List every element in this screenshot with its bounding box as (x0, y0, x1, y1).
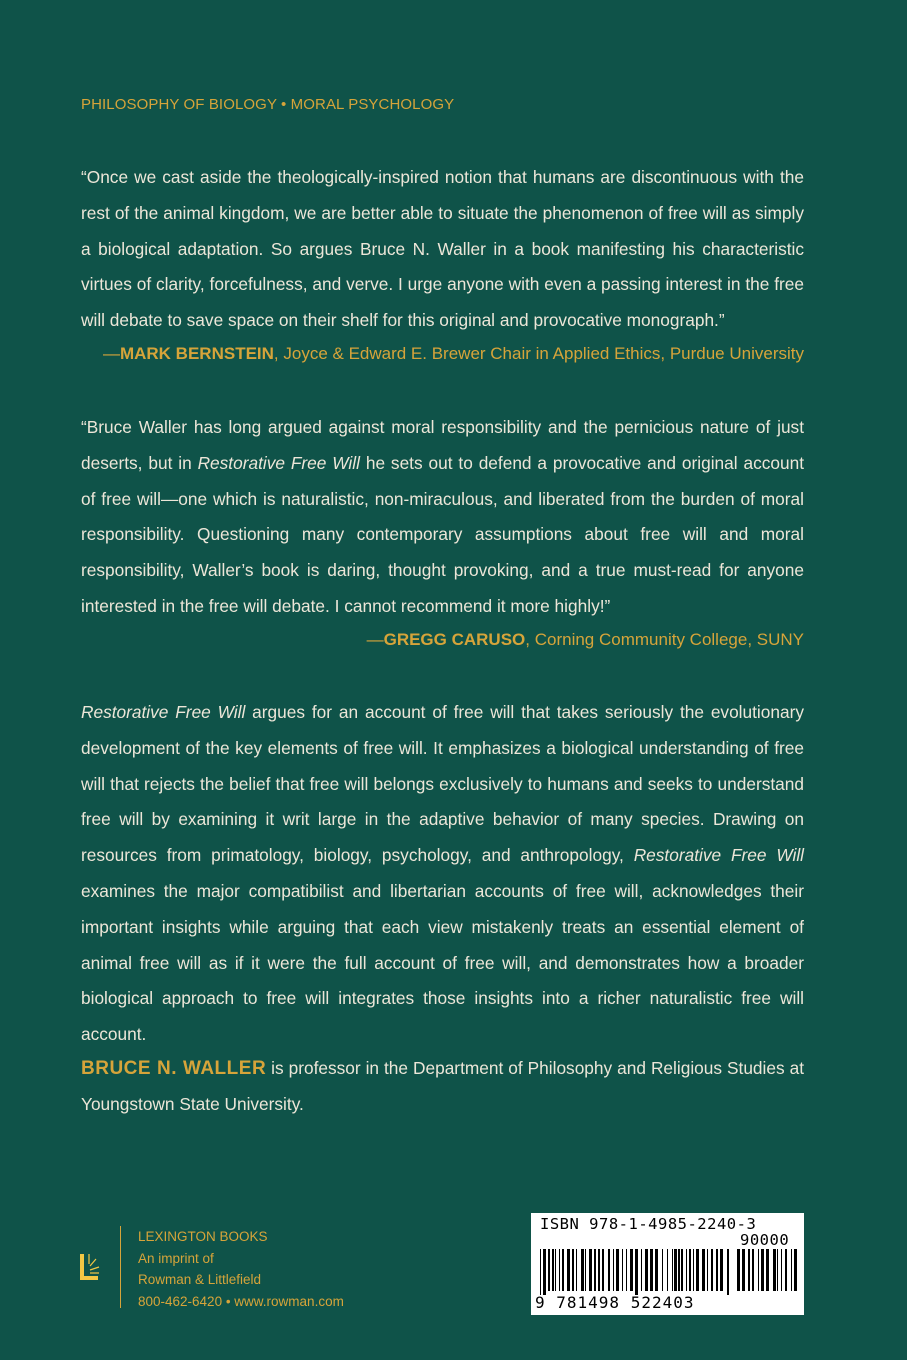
barcode-bar (720, 1249, 723, 1291)
barcode-bar (707, 1249, 708, 1291)
publisher-name: LEXINGTON BOOKS (138, 1229, 268, 1244)
book-title-italic: Restorative Free Will (633, 845, 804, 866)
barcode-bar (548, 1249, 550, 1291)
isbn-text: ISBN 978-1-4985-2240-3 (540, 1215, 757, 1233)
barcode-bar (572, 1249, 574, 1291)
barcode-bar (777, 1249, 778, 1291)
barcode-bar (681, 1249, 683, 1291)
barcode-bar (696, 1249, 699, 1291)
barcode-bar (678, 1249, 680, 1291)
publisher-parent: Rowman & Littlefield (138, 1272, 262, 1287)
barcode-bar (650, 1249, 653, 1291)
reviewer-name: GREGG CARUSO (383, 630, 526, 649)
barcode-bar (594, 1249, 596, 1291)
lexington-logo-icon (80, 1250, 100, 1280)
barcode-bar (540, 1249, 541, 1295)
barcode-bar (543, 1249, 546, 1295)
barcode-bar (766, 1249, 769, 1291)
blurb-caruso-text-rest: he sets out to defend a provocative and original account of free will—one which is naturalistic, non-miraculous, and liberated from the burden of moral responsibility. Questioning many contemporary assumptions about free will and moral responsibility, Waller’s book is daring, thought provoking, and a true must-read for anyone interested in the free will debate. I cannot recommend it more highly!” (81, 452, 804, 616)
barcode-bar (686, 1249, 687, 1291)
barcode-bar (727, 1249, 729, 1295)
barcode-bar (742, 1249, 745, 1291)
attribution-caruso (367, 630, 804, 650)
reviewer-affiliation: , Joyce & Edward E. Brewer Chair in Applied Ethics, Purdue University (273, 344, 804, 363)
barcode-bar (711, 1249, 713, 1291)
publisher-imprint: An imprint of (138, 1250, 214, 1266)
barcode-bar (758, 1249, 759, 1291)
book-title-italic: Restorative Free Will (81, 702, 246, 722)
book-title-italic: Restorative Free Will (197, 452, 360, 473)
barcode-bar (567, 1249, 570, 1291)
barcode-bar (555, 1249, 556, 1291)
barcode-bar (602, 1249, 604, 1291)
blurb-caruso-text: “Bruce Waller has long argued against moral responsibility and the pernicious nature of just deserts, but in (81, 417, 804, 473)
barcode-bar (791, 1249, 792, 1291)
barcode-bar (748, 1249, 750, 1291)
reviewer-name: MARK BERNSTEIN (119, 344, 274, 363)
barcode-bar (622, 1249, 623, 1291)
barcode-bar (641, 1249, 642, 1291)
barcode-bar (613, 1249, 614, 1291)
barcode-bar (616, 1249, 619, 1291)
blurb-caruso (81, 410, 804, 625)
barcode-bars (540, 1249, 730, 1295)
barcode-bar (702, 1249, 705, 1291)
publisher-contact: 800-462-6420 • www.rowman.com (138, 1293, 344, 1309)
attribution-bernstein (103, 344, 804, 364)
barcode-bar (785, 1249, 787, 1291)
author-bio-text: is professor in the Department of Philosophy and Religious Studies at Youngstown State University. (81, 1058, 805, 1114)
book-description (81, 695, 804, 1053)
barcode-bar (635, 1249, 638, 1295)
isbn-barcode (531, 1213, 804, 1315)
barcode-bar (608, 1249, 610, 1291)
barcode-bar (716, 1249, 718, 1291)
barcode-bar (645, 1249, 648, 1291)
barcode-bar (667, 1249, 668, 1291)
barcode-bar (674, 1249, 677, 1291)
attribution-dash: — (102, 344, 120, 363)
attribution-dash: — (366, 630, 384, 649)
description-text: argues for an account of free will that takes seriously the evolutionary development of the key elements of free will. It emphasizes a biological understanding of free will that rejects the belief that free will belongs exclusively to humans and seeks to understand free will by examining it writ large in the adaptive behavior of many species. Drawing on resources from primatology, biology, psychology, and anthropology, (81, 702, 804, 866)
barcode-digits: 9 781498 522403 (535, 1293, 695, 1312)
description-text-rest: examines the major compatibilist and libertarian accounts of free will, acknowledges their important insights while arguing that each view mistakenly treats an essential element of animal free will as if it were the full account of free will, and demonstrates how a broader biological approach to free will integrates those insights into a richer naturalistic free will account. (81, 880, 804, 1045)
barcode-bar (589, 1249, 592, 1291)
blurb-bernstein-text: “Once we cast aside the theologically-inspired notion that humans are discontinuous with the rest of the animal kingdom, we are better able to situate the phenomenon of free will as simply a biological adaptation. So argues Bruce N. Waller in a book manifesting his characteristic virtues of clarity, forcefulness, and verve. I urge anyone with even a passing interest in the free will debate to save space on their shelf for this original and provocative monograph.” (81, 167, 804, 331)
price-code: 90000 (740, 1231, 790, 1249)
barcode-bar (655, 1249, 658, 1291)
category-line: PHILOSOPHY OF BIOLOGY • MORAL PSYCHOLOGY (81, 96, 455, 113)
barcode-bar (630, 1249, 633, 1291)
publisher-info (138, 1226, 344, 1312)
barcode-bar (761, 1249, 764, 1291)
barcode-bar (689, 1249, 691, 1291)
publisher-divider (120, 1226, 121, 1308)
barcode-bar (662, 1249, 663, 1291)
barcode-bar (626, 1249, 627, 1291)
barcode-bar (693, 1249, 694, 1291)
barcode-bar (576, 1249, 577, 1291)
barcode-bar (581, 1249, 584, 1291)
author-bio (81, 1051, 804, 1123)
barcode-addon-bars (737, 1249, 797, 1295)
barcode-bar (773, 1249, 776, 1291)
barcode-bar (794, 1249, 797, 1291)
blurb-bernstein (81, 160, 804, 339)
barcode-bar (752, 1249, 754, 1291)
barcode-bar (781, 1249, 782, 1291)
barcode-bar (598, 1249, 600, 1291)
barcode-bar (672, 1249, 673, 1291)
reviewer-affiliation: , Corning Community College, SUNY (525, 630, 804, 649)
barcode-bar (552, 1249, 554, 1291)
barcode-bar (737, 1249, 740, 1291)
barcode-bar (585, 1249, 586, 1291)
barcode-bar (562, 1249, 564, 1291)
barcode-bar (559, 1249, 560, 1291)
author-name: BRUCE N. WALLER (81, 1058, 267, 1079)
